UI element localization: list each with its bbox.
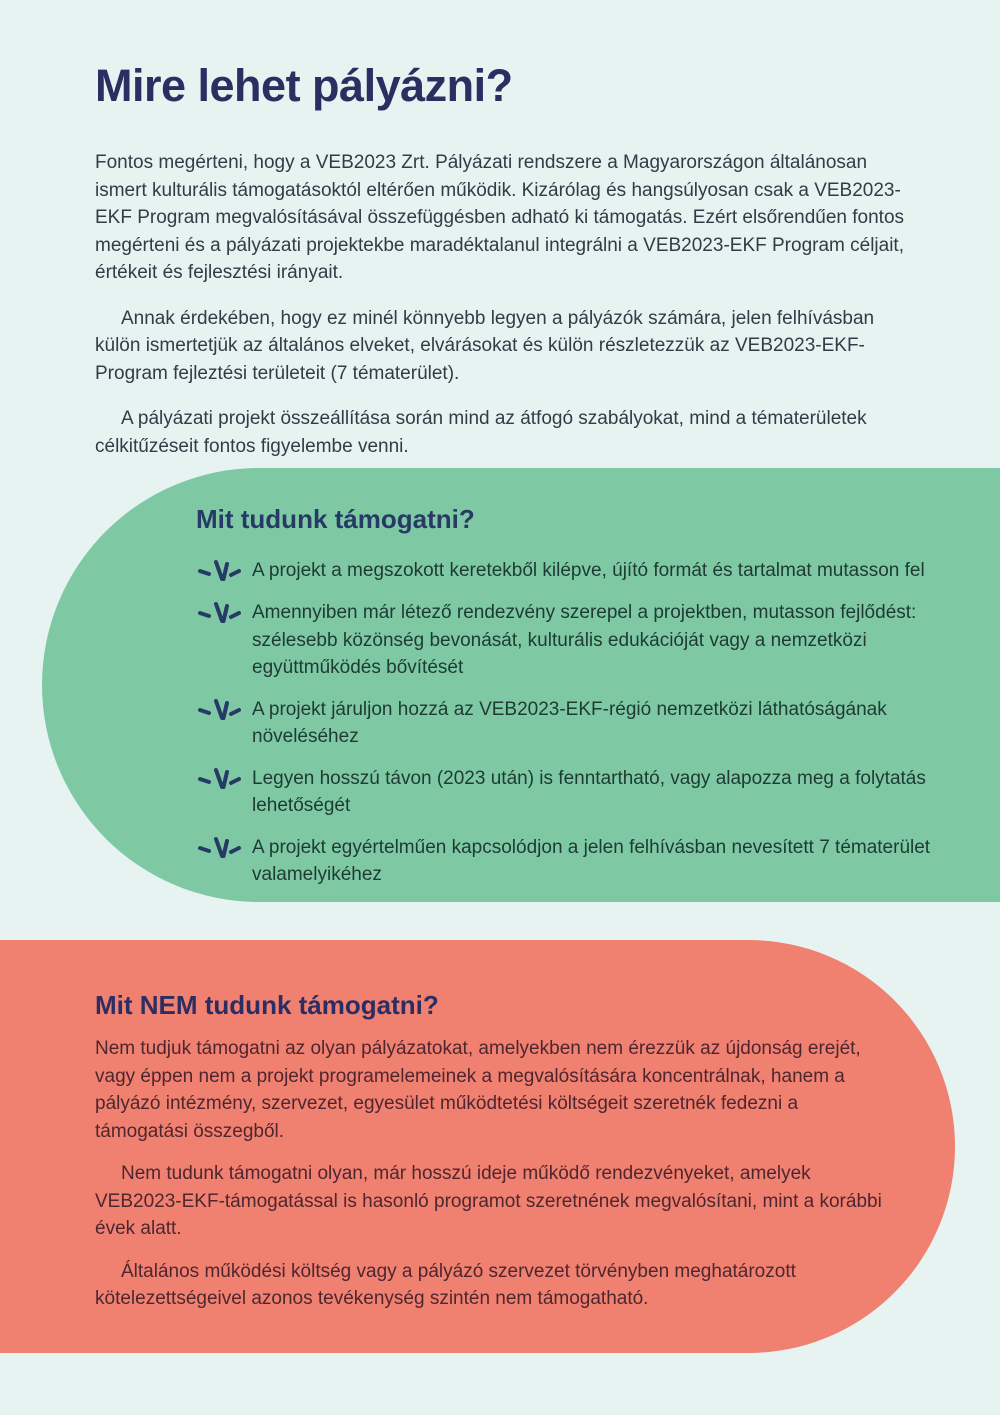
list-item (196, 765, 936, 820)
spark-check-icon (196, 767, 242, 793)
spark-check-icon (196, 698, 242, 724)
list-item (196, 696, 936, 751)
intro-paragraph: Fontos megérteni, hogy a VEB2023 Zrt. Pályázati rendszere a Magyarországon általánosan ismert kulturális támogatásoktól eltérően működik. Kizárólag és hangsúlyosan csak a VEB2023-EKF Program megvalósításával összefüggésben adható ki támogatás. Ezért elsőrendűen fontos megérteni és a pályázati projektekbe maradéktalanul integrálni a VEB2023-EKF Program céljait, értékeit és fejlesztési irányait. (95, 152, 905, 284)
list-item-text: A projekt járuljon hozzá az VEB2023-EKF-régió nemzetközi láthatóságának növeléséhez (252, 698, 887, 747)
spark-check-icon (196, 836, 242, 862)
intro-paragraph: A pályázati projekt összeállítása során mind az átfogó szabályokat, mind a tématerületek célkitűzéseit fontos figyelembe venni. (95, 408, 867, 457)
list-item-text: Legyen hosszú távon (2023 után) is fenntartható, vagy alapozza meg a folytatás lehetőségét (252, 767, 926, 816)
supported-heading: Mit tudunk támogatni? (196, 504, 475, 534)
intro-section (95, 62, 915, 478)
supported-section (42, 468, 1000, 902)
list-item-text: A projekt egyértelműen kapcsolódjon a jelen felhívásban nevesített 7 tématerület valamelyikéhez (252, 836, 931, 885)
spark-check-icon (196, 559, 242, 585)
spark-check-icon (196, 601, 242, 627)
list-item-text: Amennyiben már létező rendezvény szerepel a projektben, mutasson fejlődést: szélesebb közönség bevonását, kulturális edukációját vagy a nemzetközi együttműködés bővítését (252, 602, 917, 678)
list-item (196, 557, 936, 585)
not-supported-paragraph: Nem tudjuk támogatni az olyan pályázatokat, amelyekben nem érezzük az újdonság erejét, vagy éppen nem a projekt programelemeinek a megvalósítására koncentrálnak, hanem a pályázó intézmény, szervezet, egyesület működtetési költségeit szeretnék fedezni a támogatási összegből. (95, 1038, 861, 1142)
list-item-text: A projekt a megszokott keretekből kilépve, újító formát és tartalmat mutasson fel (252, 560, 925, 581)
not-supported-paragraph: Nem tudunk támogatni olyan, már hosszú ideje működő rendezvényeket, amelyek VEB2023-EKF-támogatással is hasonló programot szeretnének megvalósítani, mint a korábbi évek alatt. (95, 1163, 882, 1239)
supported-list (196, 557, 936, 889)
intro-paragraph: Annak érdekében, hogy ez minél könnyebb legyen a pályázók számára, jelen felhívásban külön ismertetjük az általános elveket, elvárásokat és külön részletezzük az VEB2023-EKF-Program fejleztési területeit (7 tématerület). (95, 307, 875, 384)
not-supported-paragraph: Általános működési költség vagy a pályázó szervezet törvényben meghatározott kötelezettségeivel azonos tevékenység szintén nem támogatható. (95, 1260, 796, 1309)
list-item (196, 599, 936, 682)
not-supported-section (0, 940, 955, 1353)
list-item (196, 834, 936, 889)
not-supported-heading: Mit NEM tudunk támogatni? (95, 990, 439, 1020)
page-title: Mire lehet pályázni? (95, 60, 513, 111)
